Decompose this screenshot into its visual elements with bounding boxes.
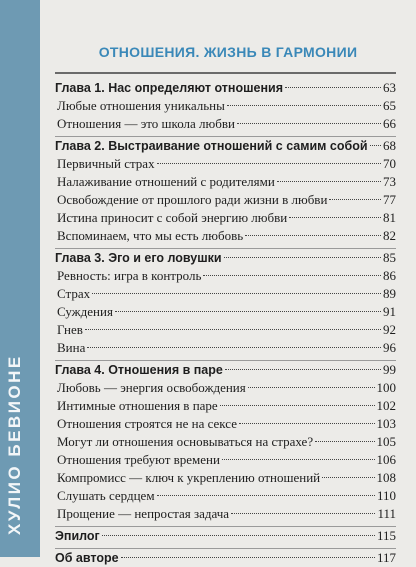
toc-page-number: 82 xyxy=(383,228,396,243)
dot-leader xyxy=(285,87,381,88)
toc-entry-title: Глава 3. Эго и его ловушки xyxy=(55,251,222,265)
dot-leader xyxy=(102,535,375,536)
toc-entry-title: Глава 4. Отношения в паре xyxy=(55,363,223,377)
toc-entry-title: Гнев xyxy=(57,322,83,337)
toc-page-number: 89 xyxy=(383,286,396,301)
toc-entry-title: Отношения строятся не на сексе xyxy=(57,416,237,431)
toc-section-entry[interactable] xyxy=(55,173,396,191)
toc-entry-title: Интимные отношения в паре xyxy=(57,398,218,413)
toc-section-entry[interactable] xyxy=(55,505,396,523)
toc-chapter-entry[interactable] xyxy=(55,249,396,267)
toc-entry-title: Ревность: игра в контроль xyxy=(57,268,202,283)
dot-leader xyxy=(203,275,381,276)
toc-page-number: 111 xyxy=(377,506,396,521)
toc-page-number: 86 xyxy=(383,268,396,283)
dot-leader xyxy=(322,477,374,478)
toc-entry-title: Эпилог xyxy=(55,529,100,543)
dot-leader xyxy=(87,347,381,348)
toc-section-entry[interactable] xyxy=(55,97,396,115)
toc-entry-title: Любовь — энергия освобождения xyxy=(57,380,246,395)
toc-section-entry[interactable] xyxy=(55,433,396,451)
toc-page-number: 68 xyxy=(383,138,396,153)
dot-leader xyxy=(248,387,375,388)
toc-entry-title: Компромисс — ключ к укреплению отношений xyxy=(57,470,321,485)
dot-leader xyxy=(121,557,375,558)
toc-section-entry[interactable] xyxy=(55,115,396,133)
contents-page xyxy=(40,0,416,565)
toc-section-entry[interactable] xyxy=(55,379,396,397)
toc-entry-title: Могут ли отношения основываться на страхе? xyxy=(57,434,314,449)
toc-page-number: 103 xyxy=(376,416,396,431)
dot-leader xyxy=(289,217,381,218)
toc-section-entry[interactable] xyxy=(55,285,396,303)
toc-section-entry[interactable] xyxy=(55,267,396,285)
top-rule xyxy=(55,72,396,74)
toc-page-number: 66 xyxy=(383,116,396,131)
toc-section-entry[interactable] xyxy=(55,227,396,245)
toc-section-entry[interactable] xyxy=(55,415,396,433)
toc-page-number: 92 xyxy=(383,322,396,337)
toc-entry-title: Первичный страх xyxy=(57,156,155,171)
dot-leader xyxy=(370,145,381,146)
dot-leader xyxy=(222,459,375,460)
toc-page-number: 77 xyxy=(383,192,396,207)
author-name: ХУЛИО БЕВИОНЕ xyxy=(5,354,24,535)
toc-page-number: 81 xyxy=(383,210,396,225)
toc-page-number: 110 xyxy=(376,488,396,503)
dot-leader xyxy=(245,235,381,236)
toc-section-entry[interactable] xyxy=(55,209,396,227)
dot-leader xyxy=(157,495,375,496)
toc-page-number: 108 xyxy=(376,470,396,485)
toc-section-entry[interactable] xyxy=(55,339,396,357)
toc-entry-title: Освобождение от прошлого ради жизни в любви xyxy=(57,192,328,207)
dot-leader xyxy=(237,123,381,124)
dot-leader xyxy=(85,329,381,330)
toc-entry-title: Любые отношения уникальны xyxy=(57,98,225,113)
toc-section-entry[interactable] xyxy=(55,469,396,487)
toc-chapter-entry[interactable] xyxy=(55,137,396,155)
toc-page-number: 100 xyxy=(376,380,396,395)
toc-section-entry[interactable] xyxy=(55,451,396,469)
toc-section-entry[interactable] xyxy=(55,397,396,415)
toc-chapter-entry[interactable] xyxy=(55,549,396,567)
dot-leader xyxy=(277,181,381,182)
dot-leader xyxy=(329,199,381,200)
toc-entry-title: Глава 2. Выстраивание отношений с самим собой xyxy=(55,139,368,153)
dot-leader xyxy=(227,105,381,106)
toc-page-number: 106 xyxy=(376,452,396,467)
dot-leader xyxy=(231,513,375,514)
dot-leader xyxy=(92,293,381,294)
toc-entry-title: Страх xyxy=(57,286,91,301)
dot-leader xyxy=(315,441,374,442)
book-spine xyxy=(0,0,40,557)
toc-chapter-entry[interactable] xyxy=(55,527,396,545)
toc-page-number: 105 xyxy=(376,434,396,449)
toc-chapter-entry[interactable] xyxy=(55,361,396,379)
toc-section-entry[interactable] xyxy=(55,303,396,321)
toc-entry-title: Вина xyxy=(57,340,86,355)
dot-leader xyxy=(115,311,381,312)
dot-leader xyxy=(157,163,381,164)
toc-section-entry[interactable] xyxy=(55,191,396,209)
dot-leader xyxy=(220,405,375,406)
toc-page-number: 102 xyxy=(376,398,396,413)
toc-page-number: 117 xyxy=(376,550,396,565)
toc-entry-title: Вспоминаем, что мы есть любовь xyxy=(57,228,244,243)
toc-chapter-entry[interactable] xyxy=(55,79,396,97)
toc-page-number: 96 xyxy=(383,340,396,355)
toc-page-number: 99 xyxy=(383,362,396,377)
toc-section-entry[interactable] xyxy=(55,487,396,505)
toc-page-number: 85 xyxy=(383,250,396,265)
toc-entry-title: Глава 1. Нас определяют отношения xyxy=(55,81,283,95)
toc-entry-title: Истина приносит с собой энергию любви xyxy=(57,210,288,225)
toc-page-number: 63 xyxy=(383,80,396,95)
toc-entry-title: Отношения требуют времени xyxy=(57,452,220,467)
dot-leader xyxy=(225,369,381,370)
toc-section-entry[interactable] xyxy=(55,321,396,339)
toc-entry-title: Налаживание отношений с родителями xyxy=(57,174,275,189)
table-of-contents xyxy=(55,79,396,567)
toc-section-entry[interactable] xyxy=(55,155,396,173)
toc-entry-title: Суждения xyxy=(57,304,113,319)
toc-page-number: 65 xyxy=(383,98,396,113)
dot-leader xyxy=(224,257,381,258)
toc-entry-title: Прощение — непростая задача xyxy=(57,506,230,521)
dot-leader xyxy=(239,423,375,424)
toc-page-number: 70 xyxy=(383,156,396,171)
toc-page-number: 91 xyxy=(383,304,396,319)
toc-page-number: 73 xyxy=(383,174,396,189)
toc-entry-title: Отношения — это школа любви xyxy=(57,116,235,131)
book-title: ОТНОШЕНИЯ. ЖИЗНЬ В ГАРМОНИИ xyxy=(98,44,358,60)
toc-page-number: 115 xyxy=(376,528,396,543)
toc-entry-title: Об авторе xyxy=(55,551,119,565)
toc-entry-title: Слушать сердцем xyxy=(57,488,155,503)
